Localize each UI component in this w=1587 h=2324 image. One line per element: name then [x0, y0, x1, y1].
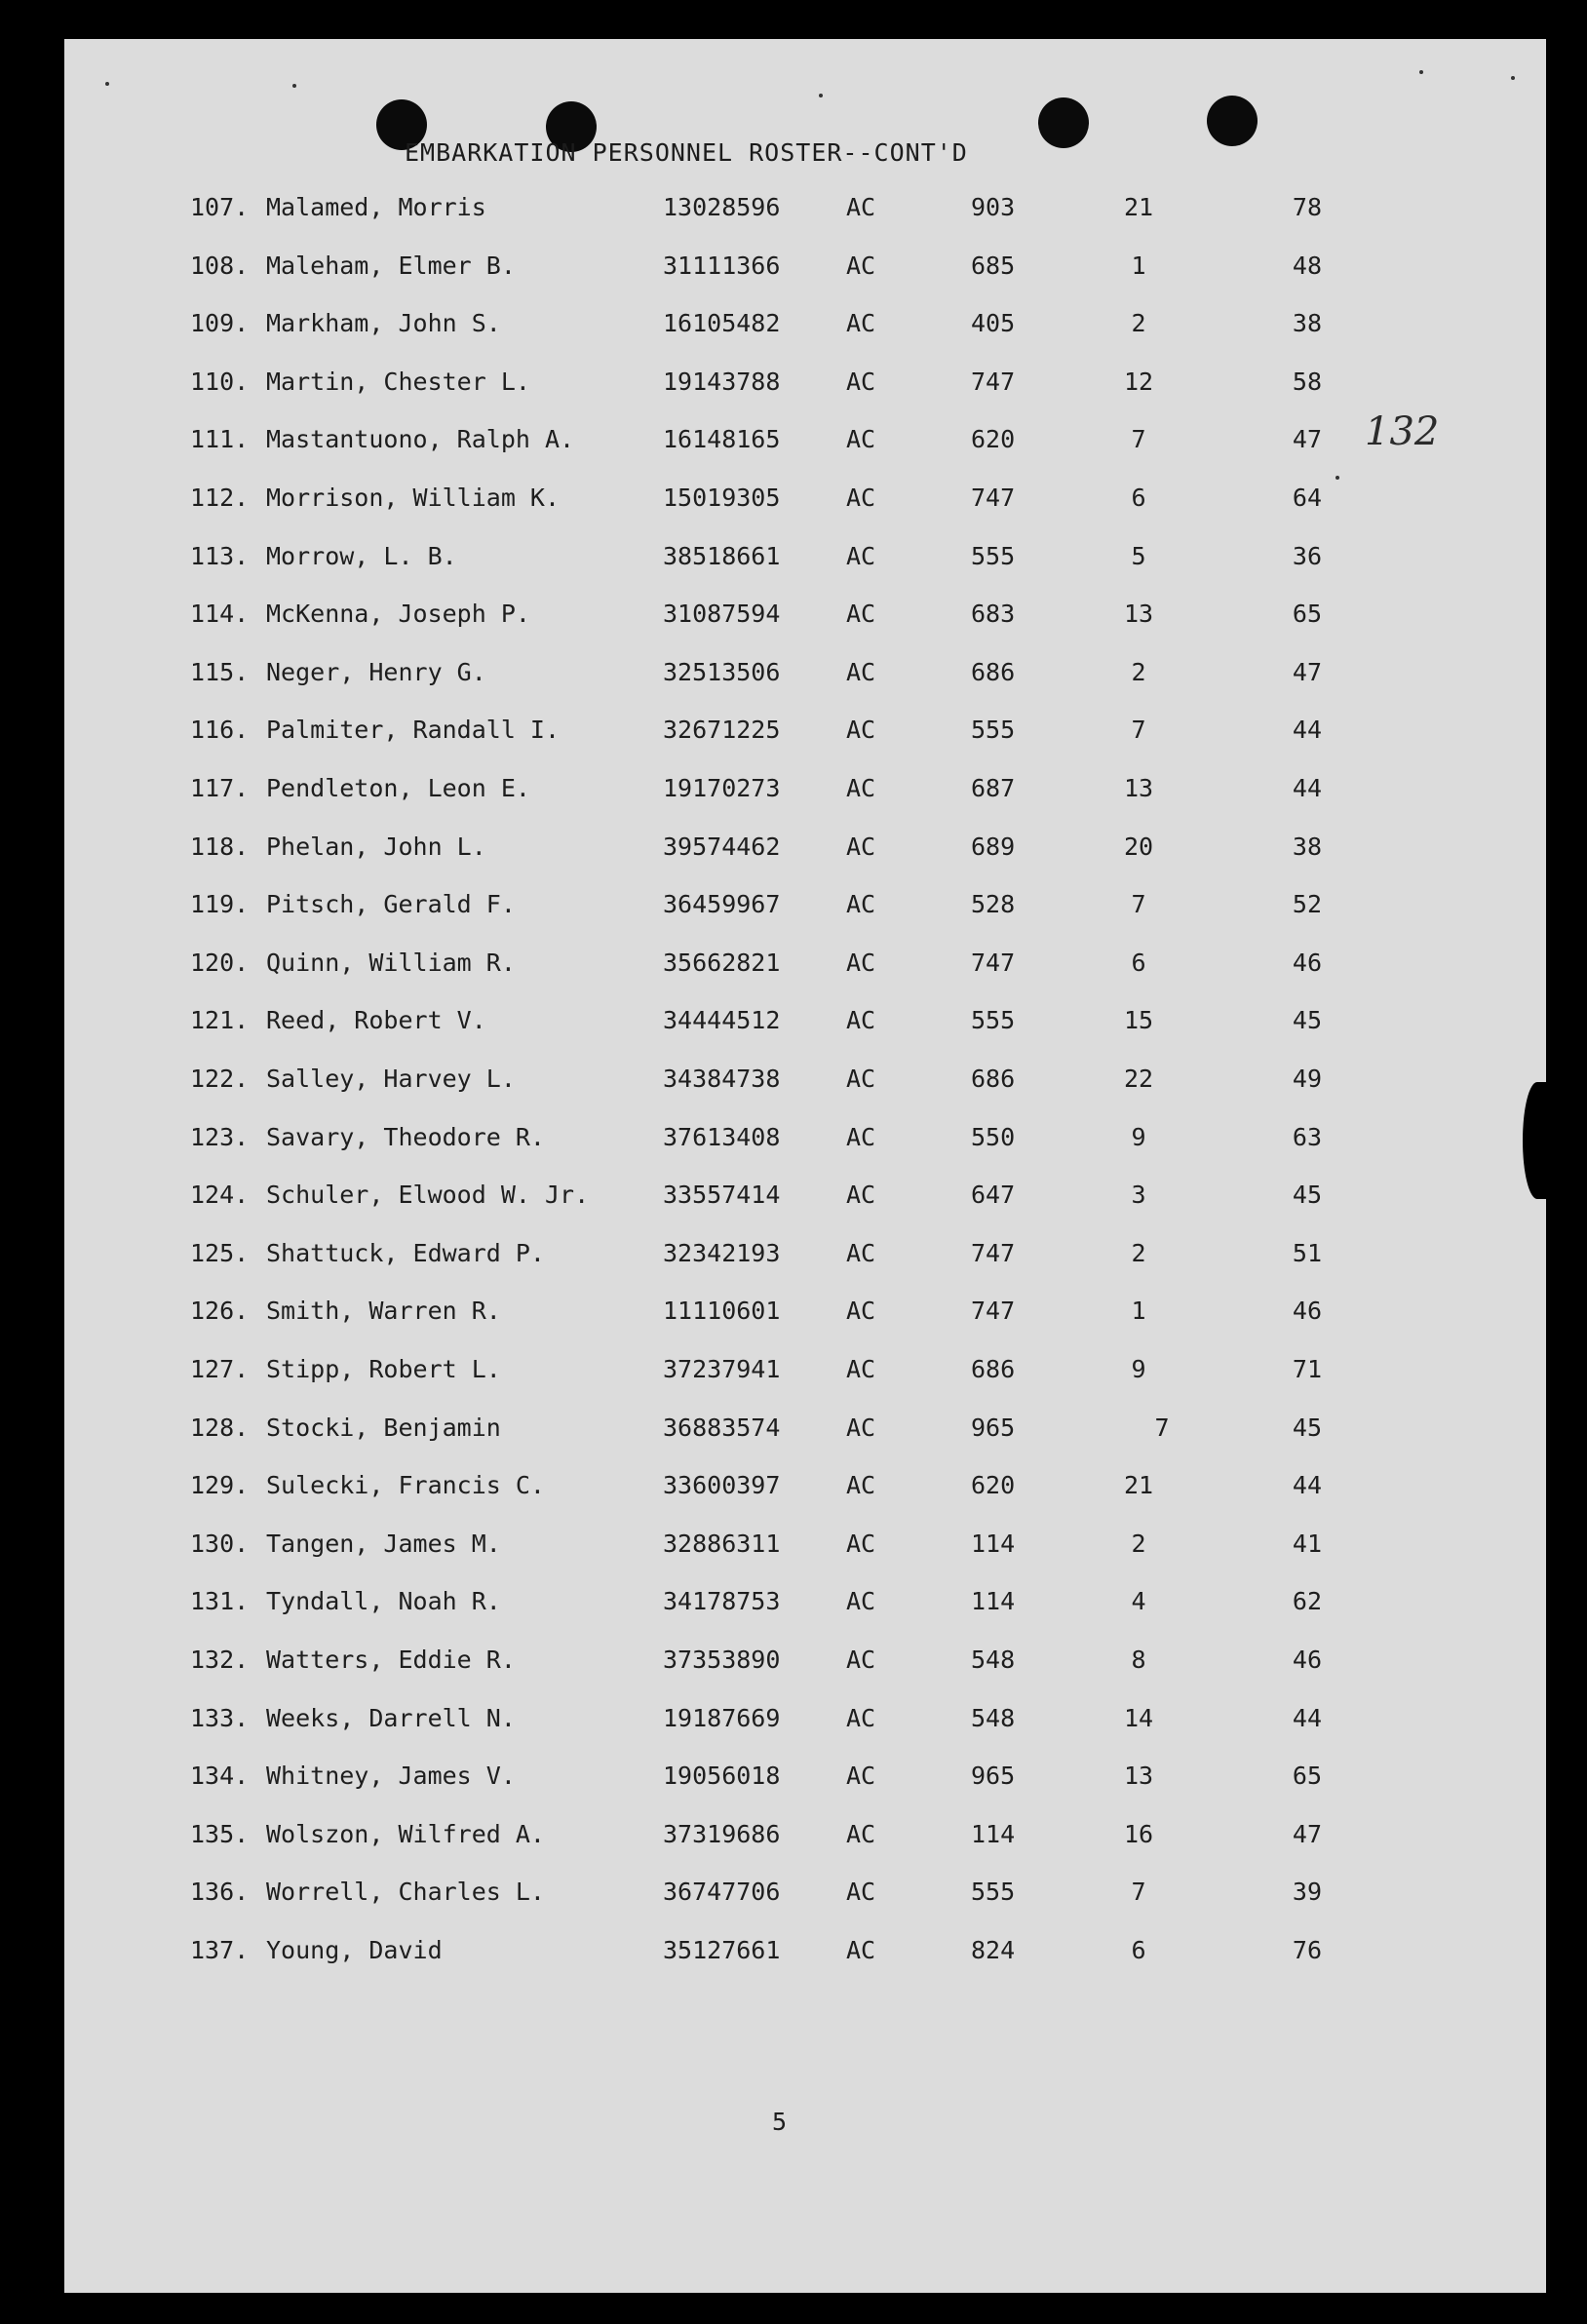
person-name: Quinn, William R.: [266, 948, 516, 977]
mos-code: 114: [971, 1819, 1016, 1848]
row-number: 131.: [190, 1587, 250, 1616]
mos-code: 747: [971, 1297, 1016, 1326]
row-number: 108.: [190, 251, 250, 280]
row-number: 133.: [190, 1703, 250, 1732]
row-number: 129.: [190, 1471, 250, 1500]
person-name: Stipp, Robert L.: [266, 1355, 501, 1383]
column-a-value: 14: [1123, 1703, 1154, 1732]
table-row: [0, 1065, 1587, 1104]
row-number: 124.: [190, 1181, 250, 1210]
mos-code: 965: [971, 1413, 1016, 1442]
branch-code: AC: [846, 1762, 876, 1791]
mos-code: 114: [971, 1529, 1016, 1558]
branch-code: AC: [846, 1065, 876, 1093]
branch-code: AC: [846, 193, 876, 221]
column-b-value: 45: [1292, 1413, 1322, 1442]
column-b-value: 47: [1292, 425, 1322, 454]
row-number: 127.: [190, 1355, 250, 1383]
column-b-value: 64: [1292, 484, 1322, 512]
table-row: [0, 484, 1587, 523]
column-b-value: 48: [1292, 251, 1322, 280]
column-a-value: 9: [1131, 1122, 1146, 1151]
table-row: [0, 309, 1587, 348]
branch-code: AC: [846, 1122, 876, 1151]
branch-code: AC: [846, 1878, 876, 1907]
column-a-value: 16: [1123, 1819, 1154, 1848]
branch-code: AC: [846, 1819, 876, 1848]
serial-number: 16148165: [663, 425, 781, 454]
column-a-value: 2: [1131, 657, 1146, 686]
person-name: Morrow, L. B.: [266, 541, 457, 570]
mos-code: 689: [971, 832, 1016, 861]
table-row: [0, 1762, 1587, 1801]
row-number: 130.: [190, 1529, 250, 1558]
row-number: 115.: [190, 657, 250, 686]
person-name: Shattuck, Edward P.: [266, 1238, 545, 1267]
branch-code: AC: [846, 1471, 876, 1500]
branch-code: AC: [846, 890, 876, 919]
serial-number: 39574462: [663, 832, 781, 861]
column-a-value: 7: [1131, 716, 1146, 745]
column-b-value: 38: [1292, 309, 1322, 338]
column-a-value: 8: [1131, 1646, 1146, 1674]
branch-code: AC: [846, 1703, 876, 1732]
column-a-value: 1: [1131, 1297, 1146, 1326]
mos-code: 747: [971, 484, 1016, 512]
column-b-value: 46: [1292, 1297, 1322, 1326]
speck: [819, 94, 823, 97]
column-a-value: 7: [1131, 890, 1146, 919]
row-number: 132.: [190, 1646, 250, 1674]
branch-code: AC: [846, 251, 876, 280]
row-number: 109.: [190, 309, 250, 338]
row-number: 126.: [190, 1297, 250, 1326]
serial-number: 34384738: [663, 1065, 781, 1093]
branch-code: AC: [846, 1646, 876, 1674]
mos-code: 747: [971, 367, 1016, 396]
branch-code: AC: [846, 1587, 876, 1616]
serial-number: 36459967: [663, 890, 781, 919]
column-a-value: 6: [1131, 948, 1146, 977]
row-number: 125.: [190, 1238, 250, 1267]
person-name: Wolszon, Wilfred A.: [266, 1819, 545, 1848]
row-number: 121.: [190, 1006, 250, 1035]
person-name: Smith, Warren R.: [266, 1297, 501, 1326]
row-number: 117.: [190, 774, 250, 802]
row-number: 123.: [190, 1122, 250, 1151]
column-b-value: 76: [1292, 1936, 1322, 1964]
mos-code: 550: [971, 1122, 1016, 1151]
mos-code: 686: [971, 657, 1016, 686]
serial-number: 13028596: [663, 193, 781, 221]
row-number: 111.: [190, 425, 250, 454]
row-number: 114.: [190, 600, 250, 629]
branch-code: AC: [846, 1413, 876, 1442]
column-b-value: 47: [1292, 657, 1322, 686]
table-row: [0, 193, 1587, 232]
table-row: [0, 1530, 1587, 1569]
serial-number: 37613408: [663, 1122, 781, 1151]
mos-code: 824: [971, 1936, 1016, 1964]
person-name: Reed, Robert V.: [266, 1006, 486, 1035]
serial-number: 36883574: [663, 1413, 781, 1442]
mos-code: 903: [971, 193, 1016, 221]
column-b-value: 46: [1292, 948, 1322, 977]
table-row: [0, 1704, 1587, 1743]
serial-number: 33557414: [663, 1181, 781, 1210]
table-row: [0, 1878, 1587, 1917]
table-row: [0, 1646, 1587, 1685]
serial-number: 38518661: [663, 541, 781, 570]
mos-code: 747: [971, 948, 1016, 977]
table-row: [0, 658, 1587, 697]
speck: [1335, 476, 1339, 480]
person-name: Stocki, Benjamin: [266, 1413, 501, 1442]
row-number: 116.: [190, 716, 250, 745]
table-row: [0, 1471, 1587, 1510]
handwritten-margin-note: 132: [1365, 409, 1440, 454]
mos-code: 555: [971, 1006, 1016, 1035]
branch-code: AC: [846, 832, 876, 861]
branch-code: AC: [846, 1006, 876, 1035]
punch-hole: [1207, 96, 1258, 146]
serial-number: 19170273: [663, 774, 781, 802]
serial-number: 32342193: [663, 1238, 781, 1267]
serial-number: 11110601: [663, 1297, 781, 1326]
mos-code: 683: [971, 600, 1016, 629]
mos-code: 747: [971, 1238, 1016, 1267]
person-name: Martin, Chester L.: [266, 367, 530, 396]
speck: [1511, 76, 1515, 80]
serial-number: 35127661: [663, 1936, 781, 1964]
column-a-value: 15: [1123, 1006, 1154, 1035]
person-name: Savary, Theodore R.: [266, 1122, 545, 1151]
table-row: [0, 774, 1587, 813]
column-b-value: 78: [1292, 193, 1322, 221]
person-name: Tyndall, Noah R.: [266, 1587, 501, 1616]
page-title: EMBARKATION PERSONNEL ROSTER--CONT'D: [405, 138, 968, 167]
branch-code: AC: [846, 1297, 876, 1326]
serial-number: 35662821: [663, 948, 781, 977]
serial-number: 31111366: [663, 251, 781, 280]
row-number: 119.: [190, 890, 250, 919]
table-row: [0, 1355, 1587, 1394]
mos-code: 620: [971, 1471, 1016, 1500]
branch-code: AC: [846, 1529, 876, 1558]
branch-code: AC: [846, 541, 876, 570]
person-name: Mastantuono, Ralph A.: [266, 425, 575, 454]
column-a-value: 7: [1131, 1878, 1146, 1907]
serial-number: 15019305: [663, 484, 781, 512]
table-row: [0, 949, 1587, 988]
column-a-value: 13: [1123, 1762, 1154, 1791]
mos-code: 405: [971, 309, 1016, 338]
serial-number: 33600397: [663, 1471, 781, 1500]
branch-code: AC: [846, 484, 876, 512]
column-b-value: 45: [1292, 1181, 1322, 1210]
serial-number: 37319686: [663, 1819, 781, 1848]
table-row: [0, 1181, 1587, 1220]
table-row: [0, 1587, 1587, 1626]
branch-code: AC: [846, 1238, 876, 1267]
mos-code: 114: [971, 1587, 1016, 1616]
branch-code: AC: [846, 948, 876, 977]
person-name: Pitsch, Gerald F.: [266, 890, 516, 919]
table-row: [0, 833, 1587, 872]
column-a-value: 13: [1123, 600, 1154, 629]
column-b-value: 58: [1292, 367, 1322, 396]
person-name: Morrison, William K.: [266, 484, 561, 512]
branch-code: AC: [846, 600, 876, 629]
row-number: 120.: [190, 948, 250, 977]
column-a-value: 13: [1123, 774, 1154, 802]
person-name: Neger, Henry G.: [266, 657, 486, 686]
column-b-value: 45: [1292, 1006, 1322, 1035]
branch-code: AC: [846, 309, 876, 338]
column-a-value: 22: [1123, 1065, 1154, 1093]
serial-number: 37353890: [663, 1646, 781, 1674]
column-a-value: 4: [1131, 1587, 1146, 1616]
table-row: [0, 1123, 1587, 1162]
row-number: 113.: [190, 541, 250, 570]
column-a-value: 3: [1131, 1181, 1146, 1210]
row-number: 122.: [190, 1065, 250, 1093]
person-name: McKenna, Joseph P.: [266, 600, 530, 629]
mos-code: 685: [971, 251, 1016, 280]
row-number: 107.: [190, 193, 250, 221]
person-name: Weeks, Darrell N.: [266, 1703, 516, 1732]
mos-code: 686: [971, 1355, 1016, 1383]
column-b-value: 44: [1292, 774, 1322, 802]
column-b-value: 36: [1292, 541, 1322, 570]
column-a-value: 20: [1123, 832, 1154, 861]
column-a-value: 2: [1131, 1529, 1146, 1558]
mos-code: 548: [971, 1646, 1016, 1674]
column-a-value: 6: [1131, 1936, 1146, 1964]
person-name: Sulecki, Francis C.: [266, 1471, 545, 1500]
column-a-value: 2: [1131, 309, 1146, 338]
table-row: [0, 252, 1587, 290]
column-a-value: 7: [1131, 425, 1146, 454]
mos-code: 687: [971, 774, 1016, 802]
punch-hole: [1038, 97, 1089, 148]
table-row: [0, 542, 1587, 581]
person-name: Phelan, John L.: [266, 832, 486, 861]
branch-code: AC: [846, 774, 876, 802]
serial-number: 32513506: [663, 657, 781, 686]
page-number: 5: [772, 2108, 788, 2136]
serial-number: 31087594: [663, 600, 781, 629]
column-b-value: 46: [1292, 1646, 1322, 1674]
column-a-value: 12: [1123, 367, 1154, 396]
mos-code: 686: [971, 1065, 1016, 1093]
column-b-value: 65: [1292, 600, 1322, 629]
row-number: 112.: [190, 484, 250, 512]
table-row: [0, 1936, 1587, 1975]
column-b-value: 52: [1292, 890, 1322, 919]
row-number: 118.: [190, 832, 250, 861]
serial-number: 16105482: [663, 309, 781, 338]
column-b-value: 44: [1292, 716, 1322, 745]
mos-code: 528: [971, 890, 1016, 919]
table-row: [0, 1820, 1587, 1859]
column-b-value: 62: [1292, 1587, 1322, 1616]
column-b-value: 38: [1292, 832, 1322, 861]
row-number: 134.: [190, 1762, 250, 1791]
column-a-value: 6: [1131, 484, 1146, 512]
mos-code: 965: [971, 1762, 1016, 1791]
serial-number: 32886311: [663, 1529, 781, 1558]
serial-number: 34178753: [663, 1587, 781, 1616]
mos-code: 620: [971, 425, 1016, 454]
column-a-value: 2: [1131, 1238, 1146, 1267]
serial-number: 34444512: [663, 1006, 781, 1035]
mos-code: 548: [971, 1703, 1016, 1732]
serial-number: 36747706: [663, 1878, 781, 1907]
person-name: Young, David: [266, 1936, 443, 1964]
column-b-value: 44: [1292, 1471, 1322, 1500]
branch-code: AC: [846, 425, 876, 454]
table-row: [0, 1414, 1587, 1452]
person-name: Worrell, Charles L.: [266, 1878, 545, 1907]
serial-number: 19143788: [663, 367, 781, 396]
column-a-value: 7: [1154, 1413, 1170, 1442]
person-name: Maleham, Elmer B.: [266, 251, 516, 280]
person-name: Whitney, James V.: [266, 1762, 516, 1791]
mos-code: 555: [971, 1878, 1016, 1907]
person-name: Schuler, Elwood W. Jr.: [266, 1181, 590, 1210]
mos-code: 647: [971, 1181, 1016, 1210]
mos-code: 555: [971, 541, 1016, 570]
branch-code: AC: [846, 1936, 876, 1964]
table-row: [0, 425, 1587, 464]
table-row: [0, 890, 1587, 929]
branch-code: AC: [846, 716, 876, 745]
column-b-value: 65: [1292, 1762, 1322, 1791]
column-b-value: 39: [1292, 1878, 1322, 1907]
person-name: Watters, Eddie R.: [266, 1646, 516, 1674]
serial-number: 19187669: [663, 1703, 781, 1732]
branch-code: AC: [846, 367, 876, 396]
column-b-value: 47: [1292, 1819, 1322, 1848]
serial-number: 37237941: [663, 1355, 781, 1383]
table-row: [0, 600, 1587, 639]
branch-code: AC: [846, 1355, 876, 1383]
column-a-value: 21: [1123, 193, 1154, 221]
column-b-value: 44: [1292, 1703, 1322, 1732]
table-row: [0, 716, 1587, 755]
column-a-value: 9: [1131, 1355, 1146, 1383]
table-row: [0, 1239, 1587, 1278]
serial-number: 32671225: [663, 716, 781, 745]
person-name: Salley, Harvey L.: [266, 1065, 516, 1093]
table-row: [0, 1006, 1587, 1045]
person-name: Pendleton, Leon E.: [266, 774, 530, 802]
column-b-value: 51: [1292, 1238, 1322, 1267]
row-number: 128.: [190, 1413, 250, 1442]
row-number: 136.: [190, 1878, 250, 1907]
person-name: Palmiter, Randall I.: [266, 716, 561, 745]
row-number: 137.: [190, 1936, 250, 1964]
mos-code: 555: [971, 716, 1016, 745]
speck: [292, 84, 296, 88]
column-a-value: 5: [1131, 541, 1146, 570]
speck: [1419, 70, 1423, 74]
column-b-value: 63: [1292, 1122, 1322, 1151]
column-b-value: 41: [1292, 1529, 1322, 1558]
column-a-value: 21: [1123, 1471, 1154, 1500]
person-name: Markham, John S.: [266, 309, 501, 338]
table-row: [0, 1297, 1587, 1336]
branch-code: AC: [846, 1181, 876, 1210]
column-a-value: 1: [1131, 251, 1146, 280]
serial-number: 19056018: [663, 1762, 781, 1791]
row-number: 135.: [190, 1819, 250, 1848]
row-number: 110.: [190, 367, 250, 396]
branch-code: AC: [846, 657, 876, 686]
table-row: [0, 368, 1587, 407]
column-b-value: 71: [1292, 1355, 1322, 1383]
column-b-value: 49: [1292, 1065, 1322, 1093]
speck: [105, 82, 109, 86]
person-name: Malamed, Morris: [266, 193, 486, 221]
person-name: Tangen, James M.: [266, 1529, 501, 1558]
